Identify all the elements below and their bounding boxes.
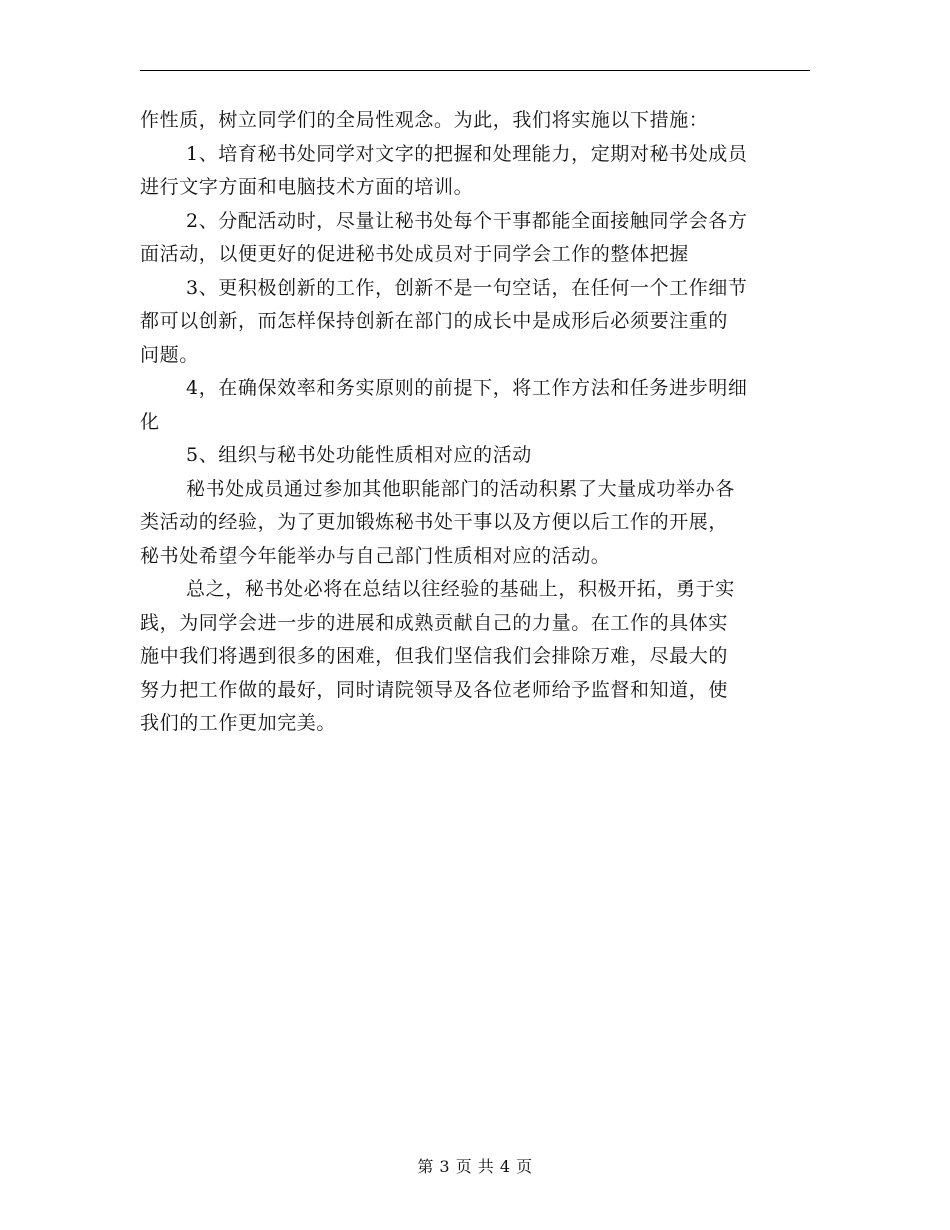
text-line: 问题。 (140, 343, 199, 366)
header-rule (140, 70, 810, 71)
text-line: 秘书处希望今年能举办与自己部门性质相对应的活动。 (140, 544, 611, 567)
text-line: 作性质，树立同学们的全局性观念。为此，我们将实施以下措施： (140, 109, 709, 131)
document-body (140, 104, 810, 741)
text-line: 践，为同学会进一步的进展和成熟贡献自己的力量。在工作的具体实 (140, 611, 729, 634)
page-number: 第 3 页 共 4 页 (417, 1157, 533, 1176)
text-line: 进行文字方面和电脑技术方面的培训。 (140, 176, 474, 198)
text-line: 面活动，以便更好的促进秘书处成员对于同学会工作的整体把握 (140, 243, 689, 265)
text-line: 施中我们将遇到很多的困难，但我们坚信我们会排除万难，尽最大的 (140, 645, 729, 667)
text-line: 类活动的经验，为了更加锻炼秘书处干事以及方便以后工作的开展， (140, 511, 729, 533)
text-line: 努力把工作做的最好，同时请院领导及各位老师给予监督和知道，使 (140, 678, 729, 701)
text-line: 秘书处成员通过参加其他职能部门的活动积累了大量成功举办各 (186, 477, 735, 500)
text-line: 化 (140, 410, 160, 433)
text-line: 总之，秘书处必将在总结以往经验的基础上，积极开拓，勇于实 (186, 578, 735, 600)
text-line: 都可以创新，而怎样保持创新在部门的成长中是成形后必须要注重的 (140, 310, 729, 332)
text-line: 5、组织与秘书处功能性质相对应的活动 (186, 444, 532, 466)
text-line: 2、分配活动时，尽量让秘书处每个干事都能全面接触同学会各方 (186, 209, 748, 232)
text-line: 3、更积极创新的工作，创新不是一句空话，在任何一个工作细节 (186, 276, 748, 299)
text-line: 我们的工作更加完美。 (140, 712, 337, 734)
text-line: 4，在确保效率和务实原则的前提下，将工作方法和任务进步明细 (186, 377, 748, 399)
text-line: 1、培育秘书处同学对文字的把握和处理能力，定期对秘书处成员 (186, 142, 748, 165)
